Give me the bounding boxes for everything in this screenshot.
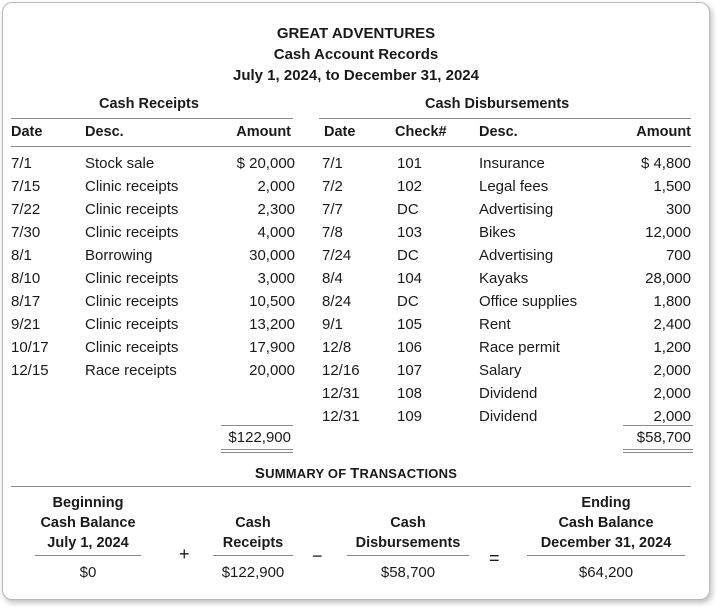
receipt-amount: 10,500 xyxy=(249,293,295,310)
minus-operator: − xyxy=(312,546,323,566)
receipt-desc: Clinic receipts xyxy=(85,201,179,218)
summary-beginning-rule xyxy=(35,555,141,556)
disb-desc: Race permit xyxy=(479,339,560,356)
disb-total-rule-top xyxy=(623,425,693,426)
receipt-desc: Clinic receipts xyxy=(85,293,179,310)
disb-check: 103 xyxy=(397,224,423,241)
receipt-date: 8/17 xyxy=(11,293,41,310)
plus-operator: + xyxy=(179,544,190,564)
receipt-date: 12/15 xyxy=(11,362,49,379)
receipts-total-rule-1 xyxy=(221,449,293,450)
disb-desc: Dividend xyxy=(479,408,538,425)
disb-desc: Legal fees xyxy=(479,178,549,195)
disb-desc: Dividend xyxy=(479,385,538,402)
header-rule xyxy=(11,146,691,147)
disb-desc: Kayaks xyxy=(479,270,529,287)
summary-disbursements-header: Cash Disbursements xyxy=(355,515,461,551)
disb-desc: Rent xyxy=(479,316,511,333)
receipts-desc-header: Desc. xyxy=(85,124,124,140)
report-title: Cash Account Records xyxy=(273,46,439,63)
disb-desc: Advertising xyxy=(479,201,554,218)
receipt-date: 7/30 xyxy=(11,224,41,241)
disb-check: 104 xyxy=(397,270,423,287)
disb-date: 7/24 xyxy=(322,247,352,264)
receipt-amount: 2,000 xyxy=(257,178,295,195)
disb-date: 12/16 xyxy=(322,362,360,379)
disb-check: 102 xyxy=(397,178,423,195)
summary-disbursements-rule xyxy=(347,555,469,556)
disb-total-rule-1 xyxy=(623,449,693,450)
disb-amount: 2,000 xyxy=(653,385,691,402)
cash-disbursements-label: Cash Disbursements xyxy=(425,96,570,112)
company-title: GREAT ADVENTURES xyxy=(276,25,436,42)
receipt-amount: 13,200 xyxy=(249,316,295,333)
disb-date: 9/1 xyxy=(322,316,343,333)
disb-date: 7/7 xyxy=(322,201,343,218)
summary-rule xyxy=(11,486,691,487)
cash-receipts-label: Cash Receipts xyxy=(99,96,199,112)
receipt-desc: Borrowing xyxy=(85,247,153,264)
disb-amount: 300 xyxy=(665,201,691,218)
disb-amount: 12,000 xyxy=(645,224,691,241)
receipts-total-rule-top xyxy=(221,425,293,426)
receipt-desc: Clinic receipts xyxy=(85,178,179,195)
receipts-total: $122,900 xyxy=(228,429,291,446)
receipt-date: 7/1 xyxy=(11,155,32,172)
disb-desc-header: Desc. xyxy=(479,124,518,140)
receipt-amount: $ 20,000 xyxy=(236,155,295,172)
receipt-amount: 20,000 xyxy=(249,362,295,379)
disb-date: 8/4 xyxy=(322,270,343,287)
receipt-desc: Clinic receipts xyxy=(85,316,179,333)
receipt-date: 8/10 xyxy=(11,270,41,287)
receipt-desc: Stock sale xyxy=(85,155,155,172)
disb-amount: 28,000 xyxy=(645,270,691,287)
disb-amount: 1,500 xyxy=(653,178,691,195)
receipt-amount: 17,900 xyxy=(249,339,295,356)
report-period: July 1, 2024, to December 31, 2024 xyxy=(233,67,479,84)
disb-check: 105 xyxy=(397,316,423,333)
disb-check: 109 xyxy=(397,408,423,425)
receipts-section-rule xyxy=(11,118,293,119)
disb-date: 12/31 xyxy=(322,408,360,425)
disb-check: 107 xyxy=(397,362,423,379)
receipt-amount: 2,300 xyxy=(257,201,295,218)
summary-disbursements-value: $58,700 xyxy=(380,564,436,581)
summary-receipts-rule xyxy=(213,555,293,556)
disb-date: 12/8 xyxy=(322,339,352,356)
disb-desc: Salary xyxy=(479,362,522,379)
receipt-date: 9/21 xyxy=(11,316,41,333)
disb-date: 12/31 xyxy=(322,385,360,402)
receipts-total-rule-2 xyxy=(221,452,293,453)
disbursements-total: $58,700 xyxy=(636,429,691,446)
disb-date: 7/8 xyxy=(322,224,343,241)
disb-check: 108 xyxy=(397,385,423,402)
disb-check: DC xyxy=(397,293,419,310)
disb-amount: 1,200 xyxy=(653,339,691,356)
disb-amount: 2,000 xyxy=(653,362,691,379)
disb-amount: 1,800 xyxy=(653,293,691,310)
cash-records-panel xyxy=(2,2,710,600)
summary-beginning-header: Beginning Cash Balance July 1, 2024 xyxy=(40,495,136,551)
receipt-desc: Clinic receipts xyxy=(85,339,179,356)
receipt-desc: Clinic receipts xyxy=(85,270,179,287)
summary-ending-rule xyxy=(527,555,685,556)
disb-desc: Office supplies xyxy=(479,293,578,310)
disb-check-header: Check# xyxy=(395,124,447,140)
summary-beginning-value: $0 xyxy=(79,564,97,581)
disb-date: 8/24 xyxy=(322,293,352,310)
disbursements-section-rule xyxy=(319,118,691,119)
receipts-amount-header: Amount xyxy=(236,124,291,140)
disb-amount: 700 xyxy=(665,247,691,264)
disb-amount: $ 4,800 xyxy=(640,155,691,172)
disb-check: DC xyxy=(397,247,419,264)
summary-ending-header: Ending Cash Balance December 31, 2024 xyxy=(540,495,672,551)
disb-amount: 2,000 xyxy=(653,408,691,425)
disb-total-rule-2 xyxy=(623,452,693,453)
equals-operator: = xyxy=(489,548,500,568)
receipt-amount: 4,000 xyxy=(257,224,295,241)
disb-date-header: Date xyxy=(324,124,356,140)
disb-check: 101 xyxy=(397,155,423,172)
summary-receipts-header: Cash Receipts xyxy=(222,515,284,551)
receipt-amount: 3,000 xyxy=(257,270,295,287)
summary-receipts-value: $122,900 xyxy=(221,564,285,581)
disb-date: 7/2 xyxy=(322,178,343,195)
disb-desc: Advertising xyxy=(479,247,554,264)
receipt-date: 7/15 xyxy=(11,178,41,195)
receipt-date: 10/17 xyxy=(11,339,49,356)
disb-check: 106 xyxy=(397,339,423,356)
receipt-desc: Clinic receipts xyxy=(85,224,179,241)
disb-desc: Insurance xyxy=(479,155,545,172)
receipt-amount: 30,000 xyxy=(249,247,295,264)
disb-desc: Bikes xyxy=(479,224,516,241)
receipt-desc: Race receipts xyxy=(85,362,177,379)
receipt-date: 7/22 xyxy=(11,201,41,218)
disb-amount: 2,400 xyxy=(653,316,691,333)
disb-date: 7/1 xyxy=(322,155,343,172)
summary-caption: SUMMARY OF TRANSACTIONS xyxy=(254,465,458,482)
disb-check: DC xyxy=(397,201,419,218)
disb-amount-header: Amount xyxy=(636,124,691,140)
receipts-date-header: Date xyxy=(11,124,43,140)
receipt-date: 8/1 xyxy=(11,247,32,264)
summary-ending-value: $64,200 xyxy=(578,564,634,581)
